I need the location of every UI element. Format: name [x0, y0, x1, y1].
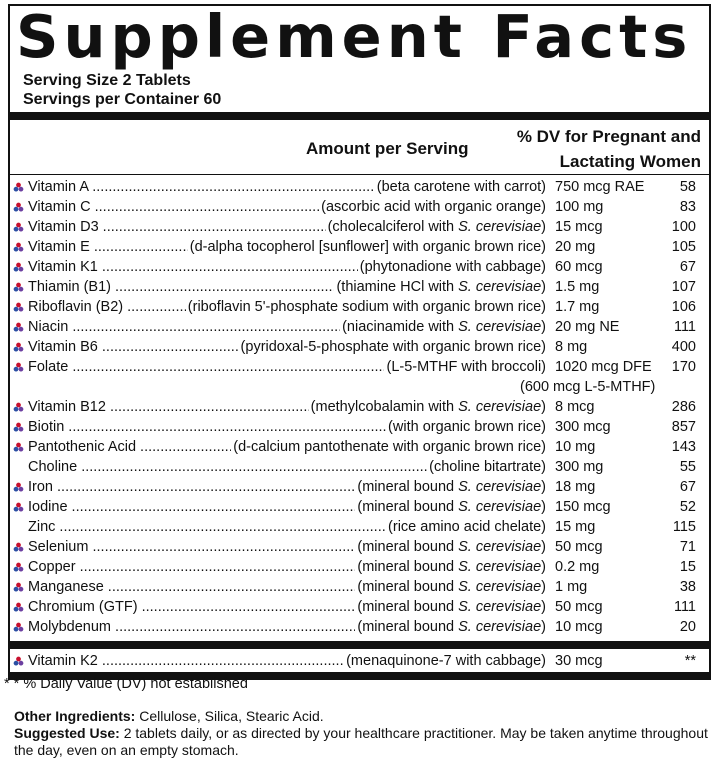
- nutrient-row: [10, 437, 709, 457]
- nutrient-amount: 750 mcg RAE: [555, 179, 645, 195]
- nutrient-amount: 1020 mcg DFE: [555, 359, 652, 375]
- nutrient-amount: 10 mcg: [555, 619, 603, 635]
- nutrient-row: [10, 417, 709, 437]
- nutrient-dv: 100: [671, 219, 696, 235]
- nutrient-source: (thiamine HCl with S. cerevisiae): [336, 279, 546, 295]
- nutrient-name-text: Molybdenum: [28, 619, 112, 635]
- nutrient-name-text: Biotin: [28, 419, 65, 435]
- nutrient-dv: 857: [671, 419, 696, 435]
- nutrient-name-text: Zinc: [28, 519, 56, 535]
- nutrient-source: (mineral bound S. cerevisiae): [357, 499, 546, 515]
- nutrient-row: [10, 397, 709, 417]
- nutrient-dv: 52: [679, 499, 696, 515]
- nutrient-row: [10, 557, 709, 577]
- nutrient-amount: 1 mg: [555, 579, 588, 595]
- botanical-dot-icon: [13, 602, 24, 613]
- other-ingredients: [14, 708, 710, 725]
- nutrient-source: (mineral bound S. cerevisiae): [357, 559, 546, 575]
- nutrient-name-text: Vitamin C: [28, 199, 91, 215]
- nutrient-source: (mineral bound S. cerevisiae): [357, 599, 546, 615]
- other-ingredients-text: Cellulose, Silica, Stearic Acid.: [139, 708, 324, 724]
- nutrient-source: (phytonadione with cabbage): [359, 259, 546, 275]
- supplement-facts-panel: [8, 4, 711, 680]
- nutrient-dv: 38: [679, 579, 696, 595]
- botanical-dot-icon: [13, 342, 24, 353]
- nutrient-row: [10, 651, 709, 671]
- botanical-dot-icon: [13, 202, 24, 213]
- nutrient-amount: 50 mcg: [555, 599, 603, 615]
- nutrient-row: [10, 617, 709, 637]
- nutrient-row: [10, 217, 709, 237]
- nutrient-dv: 55: [679, 459, 696, 475]
- nutrient-amount: 18 mg: [555, 479, 596, 495]
- botanical-dot-icon: [13, 302, 24, 313]
- nutrient-name-text: Copper: [28, 559, 76, 575]
- amount-per-serving-header: Amount per Serving: [306, 139, 469, 158]
- nutrient-name-text: Vitamin D3: [28, 219, 99, 235]
- nutrient-source: (niacinamide with S. cerevisiae): [342, 319, 546, 335]
- nutrient-row: [10, 537, 709, 557]
- botanical-dot-icon: [13, 622, 24, 633]
- nutrient-row: [10, 197, 709, 217]
- nutrient-name-text: Iron: [28, 479, 53, 495]
- nutrient-dv: 83: [679, 199, 696, 215]
- nutrient-name-text: Pantothenic Acid: [28, 439, 137, 455]
- nutrient-source: (rice amino acid chelate): [388, 519, 546, 535]
- nutrient-row: [10, 357, 709, 377]
- mid-thick-divider: [10, 641, 709, 649]
- botanical-dot-icon: [13, 222, 24, 233]
- nutrient-row: [10, 297, 709, 317]
- nutrient-name-text: Chromium (GTF): [28, 599, 138, 615]
- nutrient-source: (mineral bound S. cerevisiae): [357, 619, 546, 635]
- botanical-dot-icon: [13, 542, 24, 553]
- nutrient-source: (d-calcium pantothenate with organic brown rice): [233, 439, 546, 455]
- nutrient-source: (ascorbic acid with organic orange): [321, 199, 546, 215]
- nutrient-name-text: Vitamin B6: [28, 339, 98, 355]
- nutrient-name-text: Vitamin A: [28, 179, 89, 195]
- servings-per-container: Servings per Container 60: [23, 91, 222, 108]
- nutrient-dv: 170: [671, 359, 696, 375]
- nutrient-amount: 1.5 mg: [555, 279, 600, 295]
- nutrient-source: (pyridoxal-5-phosphate with organic brown rice): [240, 339, 546, 355]
- nutrient-row: [10, 337, 709, 357]
- botanical-dot-icon: [13, 656, 24, 667]
- nutrient-name-text: Vitamin E: [28, 239, 90, 255]
- nutrient-dv: 115: [672, 519, 696, 535]
- nutrient-amount: 8 mcg: [555, 399, 595, 415]
- nutrient-row: [10, 237, 709, 257]
- panel-title: Supplement Facts: [16, 2, 693, 71]
- nutrient-dv: 111: [673, 599, 696, 615]
- nutrient-amount: 300 mcg: [555, 419, 611, 435]
- nutrient-row: [10, 457, 709, 477]
- dv-header: [517, 124, 701, 174]
- serving-info: [23, 71, 221, 109]
- nutrient-dv: **: [684, 653, 696, 669]
- nutrient-dv: 107: [671, 279, 696, 295]
- nutrient-amount: 15 mcg: [555, 219, 603, 235]
- nutrient-name-text: Choline: [28, 459, 78, 475]
- nutrient-row: [10, 597, 709, 617]
- nutrient-dv: 105: [671, 239, 696, 255]
- botanical-dot-icon: [13, 262, 24, 273]
- botanical-dot-icon: [13, 322, 24, 333]
- nutrient-dv: 111: [673, 319, 696, 335]
- botanical-dot-icon: [13, 502, 24, 513]
- nutrient-name-text: Riboflavin (B2): [28, 299, 124, 315]
- nutrient-dv: 400: [671, 339, 696, 355]
- nutrient-row: [10, 577, 709, 597]
- suggested-use-label: Suggested Use:: [14, 725, 120, 741]
- dv-header-line2: Lactating Women: [559, 152, 701, 171]
- nutrient-source: (cholecalciferol with S. cerevisiae): [327, 219, 546, 235]
- nutrient-name-text: Vitamin B12: [28, 399, 106, 415]
- header-divider: [10, 174, 709, 175]
- nutrient-row: [10, 177, 709, 197]
- dv-footnote: * * % Daily Value (DV) not established: [4, 676, 248, 692]
- nutrient-name-text: Vitamin K1: [28, 259, 98, 275]
- botanical-dot-icon: [13, 562, 24, 573]
- nutrient-row: [10, 317, 709, 337]
- nutrient-note-row: [10, 377, 709, 397]
- nutrient-amount: 300 mg: [555, 459, 604, 475]
- nutrient-dv: 58: [679, 179, 696, 195]
- nutrient-dv: 67: [679, 259, 696, 275]
- nutrient-amount: 10 mg: [555, 439, 596, 455]
- nutrient-dv: 67: [679, 479, 696, 495]
- nutrient-dv: 71: [679, 539, 696, 555]
- botanical-dot-icon: [13, 182, 24, 193]
- nutrient-row: [10, 277, 709, 297]
- nutrient-amount: 0.2 mg: [555, 559, 600, 575]
- nutrient-source: (menaquinone-7 with cabbage): [346, 653, 546, 669]
- nutrient-source: (beta carotene with carrot): [376, 179, 546, 195]
- nutrient-amount: 30 mcg: [555, 653, 603, 669]
- nutrient-amount: 60 mcg: [555, 259, 603, 275]
- nutrient-row: [10, 497, 709, 517]
- nutrient-amount: 20 mg NE: [555, 319, 620, 335]
- suggested-use-text: 2 tablets daily, or as directed by your healthcare practitioner. May be taken anytime throughout the day, even on an empty stomach.: [14, 725, 708, 758]
- ingredients-block: [14, 708, 710, 759]
- botanical-dot-icon: [13, 402, 24, 413]
- nutrient-amount: 150 mcg: [555, 499, 611, 515]
- dv-header-line1: % DV for Pregnant and: [516, 127, 701, 146]
- nutrient-name-text: Manganese: [28, 579, 104, 595]
- nutrient-dv: 286: [671, 399, 696, 415]
- nutrient-dv: 15: [679, 559, 696, 575]
- nutrient-source: (choline bitartrate): [429, 459, 546, 475]
- nutrient-name-text: Iodine: [28, 499, 68, 515]
- other-ingredients-label: Other Ingredients:: [14, 708, 136, 724]
- nutrient-amount: 100 mg: [555, 199, 604, 215]
- nutrient-name-text: Niacin: [28, 319, 69, 335]
- nutrient-source: (mineral bound S. cerevisiae): [357, 479, 546, 495]
- nutrient-dv: 20: [679, 619, 696, 635]
- nutrient-row: [10, 477, 709, 497]
- botanical-dot-icon: [13, 362, 24, 373]
- nutrient-dv: 106: [671, 299, 696, 315]
- nutrient-source: (mineral bound S. cerevisiae): [357, 579, 546, 595]
- top-thick-divider: [10, 112, 709, 120]
- nutrient-name-text: Thiamin (B1): [28, 279, 111, 295]
- botanical-dot-icon: [13, 482, 24, 493]
- nutrient-note: (600 mcg L-5-MTHF): [520, 379, 656, 395]
- botanical-dot-icon: [13, 422, 24, 433]
- nutrient-amount: 20 mg: [555, 239, 596, 255]
- nutrient-amount: 50 mcg: [555, 539, 603, 555]
- serving-size: Serving Size 2 Tablets: [23, 72, 191, 89]
- botanical-dot-icon: [13, 282, 24, 293]
- nutrient-amount: 8 mg: [555, 339, 588, 355]
- botanical-dot-icon: [13, 442, 24, 453]
- nutrient-row: [10, 517, 709, 537]
- nutrient-amount: 1.7 mg: [555, 299, 600, 315]
- nutrient-name-text: Folate: [28, 359, 69, 375]
- botanical-dot-icon: [13, 582, 24, 593]
- nutrient-name-text: Selenium: [28, 539, 89, 555]
- nutrient-source: (L-5-MTHF with broccoli): [386, 359, 546, 375]
- nutrient-source: (methylcobalamin with S. cerevisiae): [310, 399, 546, 415]
- nutrient-source: (with organic brown rice): [388, 419, 546, 435]
- nutrient-row: [10, 257, 709, 277]
- nutrient-name-text: Vitamin K2: [28, 653, 98, 669]
- botanical-dot-icon: [13, 242, 24, 253]
- nutrient-dv: 143: [671, 439, 696, 455]
- suggested-use: [14, 725, 710, 759]
- nutrient-source: (riboflavin 5'-phosphate sodium with organic brown rice): [187, 299, 546, 315]
- nutrient-source: (mineral bound S. cerevisiae): [357, 539, 546, 555]
- nutrient-source: (d-alpha tocopherol [sunflower] with organic brown rice): [189, 239, 546, 255]
- nutrient-amount: 15 mg: [555, 519, 596, 535]
